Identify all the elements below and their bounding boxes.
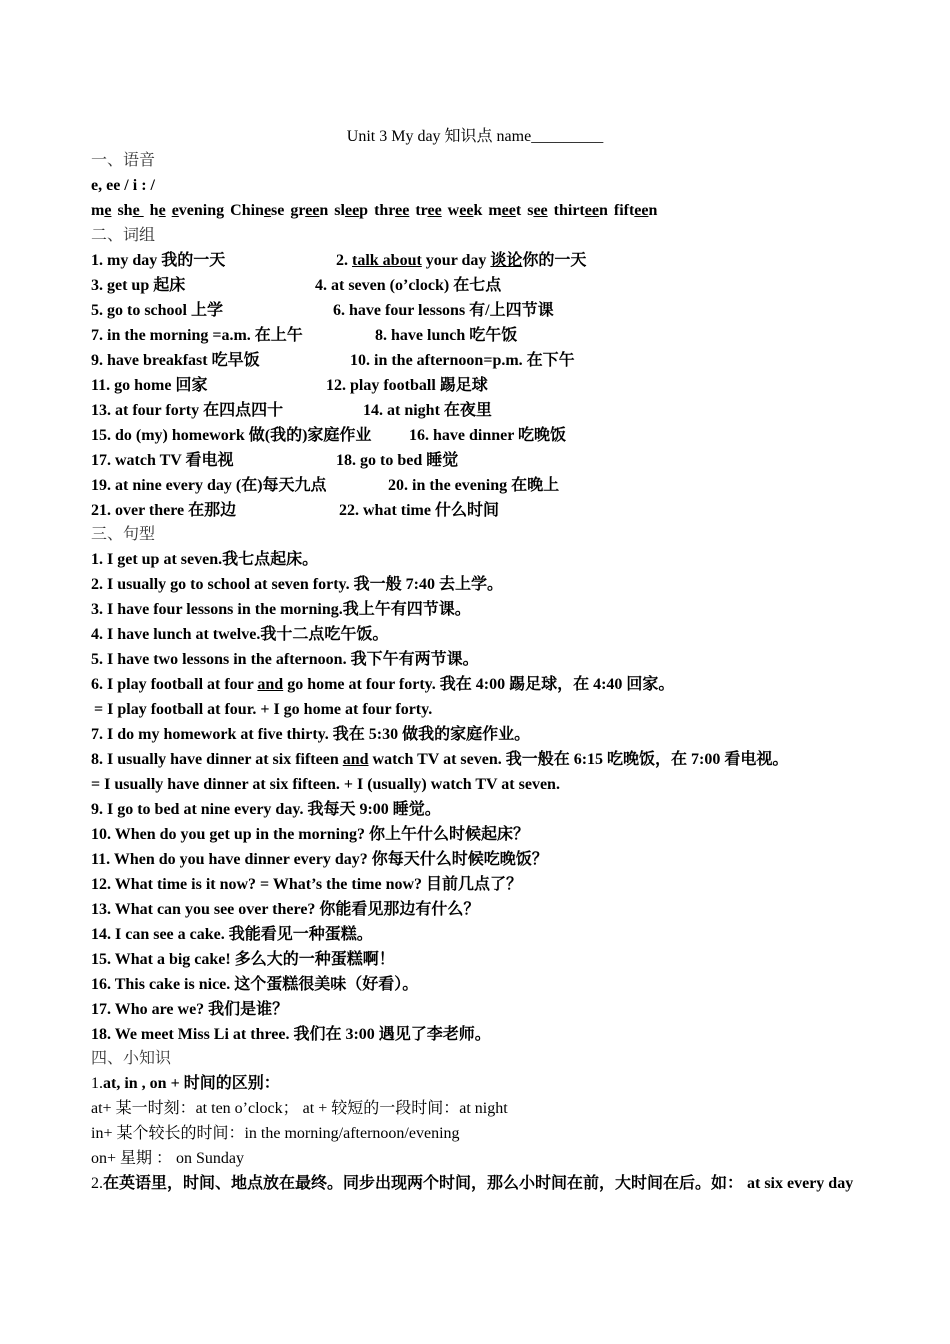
phonics-word: me [91, 202, 112, 219]
phrase-right: 14. at night 在夜里 [363, 402, 492, 419]
tip-1: 1.at, in , on + 时间的区别： [91, 1075, 280, 1092]
phonics-word: three [374, 202, 410, 219]
tip-1-in: in+ 某个较长的时间：in the morning/afternoon/evening [91, 1125, 460, 1142]
tip-1-at: at+ 某一时刻：at ten o’clock； at + 较短的一段时间：at night [91, 1100, 508, 1117]
phrase-left: 13. at four forty 在四点四十 [91, 402, 284, 419]
phrase-left: 5. go to school 上学 [91, 302, 224, 319]
phrase-right: 22. what time 什么时间 [339, 502, 499, 519]
sentence-10: 10. When do you get up in the morning? 你上午什么时候起床？ [91, 826, 529, 843]
phrase-left: 7. in the morning =a.m. 在上午 [91, 327, 303, 344]
sentence-4: 4. I have lunch at twelve.我十二点吃午饭。 [91, 626, 389, 643]
phonics-word: thirteen [553, 202, 608, 219]
sentence-13: 13. What can you see over there? 你能看见那边有什么？ [91, 901, 480, 918]
sentence-16: 16. This cake is nice. 这个蛋糕很美味（好看）。 [91, 976, 419, 993]
phrase-right: 20. in the evening 在晚上 [388, 477, 560, 494]
phrase-left: 9. have breakfast 吃早饭 [91, 352, 260, 369]
sentence-3: 3. I have four lessons in the morning.我上午有四节课。 [91, 601, 471, 618]
phrase-right: 8. have lunch 吃午饭 [375, 327, 518, 344]
sentence-18: 18. We meet Miss Li at three. 我们在 3:00 遇见了李老师。 [91, 1026, 491, 1043]
sentence-9: 9. I go to bed at nine every day. 我每天 9:00 睡觉。 [91, 801, 441, 818]
section-heading-phrases: 二、词组 [91, 227, 156, 244]
phonics-word: see [527, 202, 548, 219]
phonics-word: fifteen [613, 202, 658, 219]
sentence-11: 11. When do you have dinner every day? 你每天什么时候吃晚饭？ [91, 851, 548, 868]
phonics-word: he [149, 202, 166, 219]
sentence-8-equivalent: = I usually have dinner at six fifteen. + I (usually) watch TV at seven. [91, 776, 560, 793]
phonics-word: meet [488, 202, 522, 219]
phonics-word: sleep [334, 202, 369, 219]
phonics-word: she [117, 202, 144, 219]
sentence-12: 12. What time is it now? = What’s the time now? 目前几点了？ [91, 876, 523, 893]
sentence-6: 6. I play football at four and go home at four forty. 我在 4:00 踢足球，在 4:40 回家。 [91, 676, 675, 693]
phonics-header: e, ee / i : / [91, 177, 155, 194]
tip-2: 2.在英语里，时间、地点放在最终。同步出现两个时间，那么小时间在前，大时间在后。如： at six every day [91, 1175, 854, 1192]
sentence-5: 5. I have two lessons in the afternoon. 我下午有两节课。 [91, 651, 479, 668]
phrase-left: 1. my day 我的一天 [91, 252, 226, 269]
phrase-right: 12. play football 踢足球 [326, 377, 488, 394]
tip-1-on: on+ 星期 ： on Sunday [91, 1150, 245, 1167]
phonics-words [91, 199, 663, 223]
phrase-right: 4. at seven (o’clock) 在七点 [315, 277, 502, 294]
phrase-right: 6. have four lessons 有/上四节课 [333, 302, 554, 319]
sentence-14: 14. I can see a cake. 我能看见一种蛋糕。 [91, 926, 373, 943]
sentence-15: 15. What a big cake! 多么大的一种蛋糕啊！ [91, 951, 395, 968]
phonics-word: evening [171, 202, 225, 219]
phrase-left: 19. at nine every day (在)每天九点 [91, 477, 327, 494]
section-heading-phonics: 一、语音 [91, 152, 156, 169]
sentence-2: 2. I usually go to school at seven forty. 我一般 7:40 去上学。 [91, 576, 504, 593]
phonics-word: week [447, 202, 483, 219]
phonics-word: Chinese [230, 202, 285, 219]
phrase-left: 11. go home 回家 [91, 377, 208, 394]
phrase-left: 17. watch TV 看电视 [91, 452, 234, 469]
sentence-17: 17. Who are we? 我们是谁？ [91, 1001, 289, 1018]
phrase-right: 2. talk about your day 谈论你的一天 [336, 252, 587, 269]
phrase-left: 3. get up 起床 [91, 277, 186, 294]
sentence-8: 8. I usually have dinner at six fifteen and watch TV at seven. 我一般在 6:15 吃晚饭，在 7:00 看电视。 [91, 751, 789, 768]
phrase-left: 21. over there 在那边 [91, 502, 237, 519]
phrase-right: 18. go to bed 睡觉 [336, 452, 459, 469]
sentence-1: 1. I get up at seven.我七点起床。 [91, 551, 319, 568]
phrase-left: 15. do (my) homework 做(我的)家庭作业 [91, 427, 372, 444]
document-title: Unit 3 My day 知识点 name_________ [346, 128, 604, 145]
section-heading-tips: 四、小知识 [91, 1050, 172, 1067]
phrase-right: 16. have dinner 吃晚饭 [409, 427, 567, 444]
sentence-6-equivalent: = I play football at four. + I go home at four forty. [94, 701, 433, 718]
phonics-word: green [290, 202, 329, 219]
phonics-word: tree [415, 202, 442, 219]
phrase-right: 10. in the afternoon=p.m. 在下午 [350, 352, 575, 369]
section-heading-sentences: 三、句型 [91, 526, 156, 543]
sentence-7: 7. I do my homework at five thirty. 我在 5:30 做我的家庭作业。 [91, 726, 531, 743]
